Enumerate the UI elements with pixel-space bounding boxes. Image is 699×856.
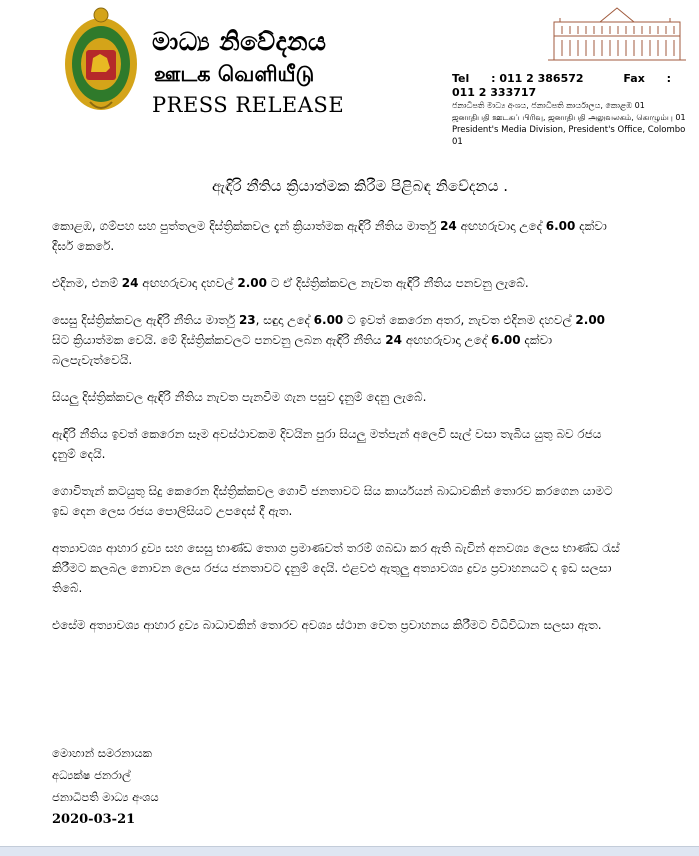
paragraph-3	[52, 310, 622, 370]
p3-text-g: සිට ක්‍රියාත්මක වෙයි. මේ දිස්ත්‍රික්කවලට පනවනු ලබන ඇඳිරි නීතිය	[52, 333, 386, 347]
p1-time: 6.00	[545, 219, 576, 233]
paragraph-4: සියලු දිස්ත්‍රික්කවල ඇඳිරි නීතිය නැවත පැනවීම ගැන පසුව දැනුම් දෙනු ලැබේ.	[52, 390, 427, 404]
paragraph-5: ඇඳිරි නීතිය ඉවත් කෙරෙන සෑම අවස්ථාවකම දිවයින පුරා සියලු මත්පැන් අලෙවි සැල් වසා තැබිය යුතු බව රජය දැනුම් දෙයි.	[52, 427, 602, 461]
p2-text-e: ට ඒ දිස්ත්‍රික්කවල නැවත ඇඳිරි නීතිය පනවනු ලැබේ.	[266, 276, 529, 290]
signatory-office: ජනාධිපති මාධ්‍ය අංශය	[52, 790, 159, 804]
paragraph-2	[52, 273, 622, 293]
paragraph-6: ගොවිතැන් කටයුතු සිදු කෙරෙන දිස්ත්‍රික්කවල ගොවි ජනතාවට සිය කාර්යයන් බාධාවකින් තොරව කරගෙන යාමට ඉඩ දෙන ලෙස රජය පොලිසියට උපදෙස් දී ඇත.	[52, 484, 613, 518]
p3-text-a: සෙසු දිස්ත්‍රික්කවල ඇඳිරි නීතිය මාර්තු	[52, 313, 239, 327]
tel-label: Tel	[452, 72, 470, 85]
title-tamil: ஊடக வெளியீடு	[154, 62, 315, 86]
p1-text-c: අඟහරුවාදා උදේ	[456, 219, 546, 233]
address-sinhala: ජනාධිපති මාධ්‍ය අංශය, ජනාධිපති කාර්යාලය, කොළඹ 01	[452, 101, 645, 110]
p2-text-c: අඟහරුවාදා දහවල්	[138, 276, 238, 290]
address-english: President's Media Division, President's Office, Colombo 01	[452, 125, 686, 147]
p2-time: 2.00	[237, 276, 267, 290]
p3-time-1: 6.00	[313, 313, 344, 327]
release-date: 2020-03-21	[52, 812, 136, 827]
p3-text-c: , සඳුදා උදේ	[255, 313, 314, 327]
p1-text-a: කොළඹ, ගම්පහ සහ පුත්තලම දිස්ත්‍රික්කවල දැන් ක්‍රියාත්මක ඇඳිරි නීතිය මාර්තු	[52, 219, 441, 233]
signatory-title: අධ්‍යක්ෂ ජනරාල්	[52, 768, 131, 782]
p3-text-k: දක්වා බලපැවැත්වෙයි.	[52, 333, 553, 367]
presidential-building-icon	[540, 2, 690, 64]
paragraph-7: අත්‍යාවශ්‍ය ආහාර ද්‍රව්‍ය සහ සෙසු භාණ්ඩ තොග ප්‍රමාණවත් තරම් ගබඩා කර ඇති බැවින් අනවශ්‍ය ලෙස භාණ්ඩ රැස් කිරීමට කලබල නොවන ලෙස රජය ජනතාවට දැනුම් දෙයි. එළවළු ඇතුලු අත්‍යාවශ්‍ය ද්‍රව්‍ය ප්‍රවාහනයට ද ඉඩ සලසා තිබේ.	[52, 541, 620, 595]
p3-time-2: 2.00	[575, 313, 606, 327]
tel-text	[452, 72, 602, 85]
p3-text-i: අඟහරුවාදා උදේ	[402, 333, 491, 347]
letterhead	[0, 0, 699, 147]
p3-text-e: ට ඉවත් කෙරෙන අතර, නැවත එදිනම දහවල්	[343, 313, 576, 327]
phone-fax-line	[452, 72, 692, 100]
release-heading: ඇඳිරි නීතිය ක්‍රියාත්මක කිරීම පිළිබඳ නිවේදනය .	[211, 177, 509, 195]
masthead-titles	[152, 26, 344, 120]
p3-time-3: 6.00	[490, 333, 521, 347]
paragraph-1	[52, 216, 622, 256]
sri-lanka-emblem-icon	[60, 6, 142, 114]
release-body	[52, 176, 622, 652]
p3-date-2: 24	[385, 333, 402, 347]
contact-block	[452, 72, 692, 148]
fax-label: Fax	[623, 72, 645, 85]
p1-date: 24	[440, 219, 457, 233]
fax-value: : 011 2 333717	[452, 72, 672, 99]
signature-block	[52, 742, 159, 808]
title-english: PRESS RELEASE	[152, 93, 345, 117]
p2-text-a: එදිනම, එනම්	[52, 276, 122, 290]
address-tamil: ஜனாதிபதி ஊடகப் பிரிவு, ஜனாதிபதி அலுவலகம், கொழும்பு 01	[452, 113, 686, 122]
p2-date: 24	[121, 276, 139, 290]
p3-date-1: 23	[238, 313, 256, 327]
p1-text-e: දක්වා දීර්ඝ කෙරේ.	[52, 219, 607, 253]
signatory-name: මොහාන් සමරනායක	[52, 746, 152, 760]
title-sinhala: මාධ්‍ය නිවේදනය	[152, 27, 327, 56]
tel-value: : 011 2 386572	[491, 72, 584, 85]
paragraph-8: එසේම අත්‍යාවශ්‍ය ආහාර ද්‍රව්‍ය බාධාවකින් තොරව අවශ්‍ය ස්ථාන වෙත ප්‍රවාහනය කිරීමට විධිවිධාන සලසා ඇත.	[52, 618, 602, 632]
